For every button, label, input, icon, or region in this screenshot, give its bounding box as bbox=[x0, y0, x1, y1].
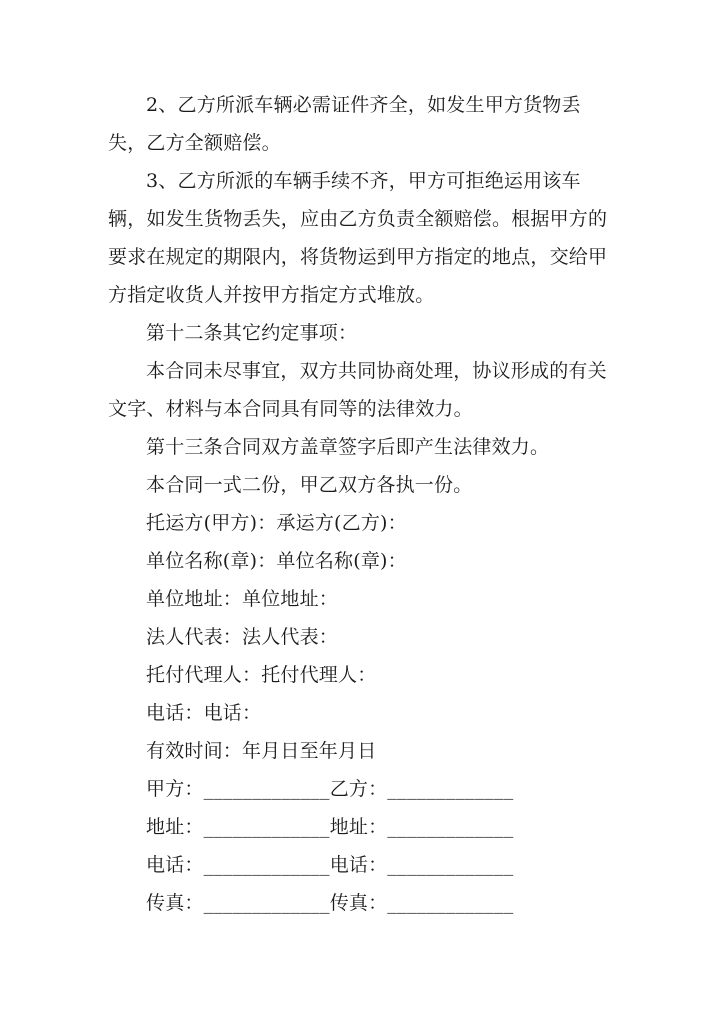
address-blank-line: 地址：_____________地址：_____________ bbox=[146, 816, 514, 838]
article-12-heading: 第十二条其它约定事项： bbox=[146, 322, 358, 344]
copies-clause: 本合同一式二份，甲乙双方各执一份。 bbox=[146, 474, 473, 496]
legal-rep-line: 法人代表：法人代表： bbox=[146, 626, 339, 648]
clause-3: 3、乙方所派的车辆手续不齐，甲方可拒绝运用该车辆，如发生货物丢失，应由乙方负责全额赔偿。根据甲方的要求在规定的期限内，将货物运到甲方指定的地点，交给甲方指定收货人并按甲方指定方式堆放。 bbox=[108, 170, 608, 306]
party-blank-line: 甲方：_____________乙方：_____________ bbox=[146, 778, 514, 800]
article-12-body: 本合同未尽事宜，双方共同协商处理，协议形成的有关文字、材料与本合同具有同等的法律效力。 bbox=[108, 360, 607, 420]
document-page bbox=[108, 86, 612, 922]
article-13: 第十三条合同双方盖章签字后即产生法律效力。 bbox=[146, 436, 550, 458]
validity-line: 有效时间：年月日至年月日 bbox=[146, 740, 377, 762]
unit-name-line: 单位名称(章)：单位名称(章)： bbox=[146, 550, 407, 572]
fax-blank-line: 传真：_____________传真：_____________ bbox=[146, 892, 514, 914]
clause-2: 2、乙方所派车辆必需证件齐全，如发生甲方货物丢失，乙方全额赔偿。 bbox=[108, 94, 581, 154]
agent-line: 托付代理人：托付代理人： bbox=[146, 664, 377, 686]
phone-blank-line: 电话：_____________电话：_____________ bbox=[146, 854, 514, 876]
parties-line: 托运方(甲方)：承运方(乙方)： bbox=[146, 512, 407, 534]
unit-address-line: 单位地址：单位地址： bbox=[146, 588, 339, 610]
phone-line: 电话：电话： bbox=[146, 702, 262, 724]
